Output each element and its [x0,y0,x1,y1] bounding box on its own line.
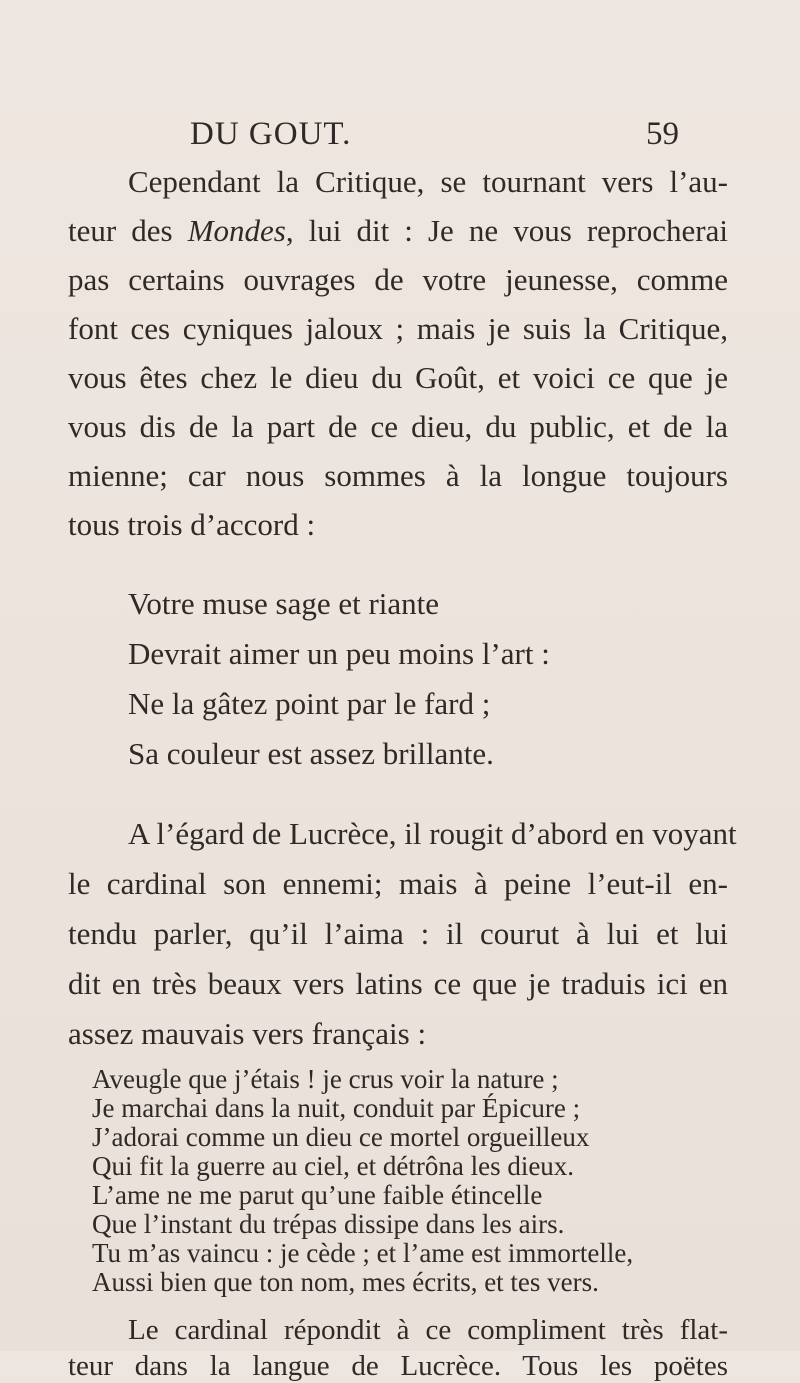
verse2-line-6: Que l’instant du trépas dissipe dans les airs. [92,1209,565,1239]
verse1-line-3: Ne la gâtez point par le fard ; [128,686,491,721]
verse1-line-4: Sa couleur est assez brillante. [128,736,494,771]
para1-line-3: pas certains ouvrages de votre jeunesse, comme [68,262,728,297]
para1-line-7: mienne; car nous sommes à la longue toujours [68,458,728,493]
verse2-line-5: L’ame ne me parut qu’une faible étincelle [92,1180,543,1210]
book-title-mondes: Mondes [187,213,286,248]
para2-line-2: le cardinal son ennemi; mais à peine l’eut-il en- [68,866,728,901]
verse1-line-1: Votre muse sage et riante [128,586,440,621]
verse2-line-3: J’adorai comme un dieu ce mortel orgueilleux [92,1122,590,1152]
para3-line-1: Le cardinal répondit à ce compliment très flat- [128,1314,728,1346]
para2-line-1: A l’égard de Lucrèce, il rougit d’abord en voyant [128,816,737,851]
para1-line-2: teur des Mondes, lui dit : Je ne vous reprocherai [68,213,728,248]
verse2-line-2: Je marchai dans la nuit, conduit par Épicure ; [92,1093,581,1123]
para2-line-3: tendu parler, qu’il l’aima : il courut à lui et lui [68,916,728,951]
verse2-line-1: Aveugle que j’étais ! je crus voir la nature ; [92,1064,559,1094]
page-number: 59 [646,116,679,152]
para1-line-5: vous êtes chez le dieu du Goût, et voici ce que je [68,360,728,395]
verse2-line-4: Qui fit la guerre au ciel, et détrôna les dieux. [92,1151,575,1181]
verse2-line-7: Tu m’as vaincu : je cède ; et l’ame est immortelle, [92,1238,634,1268]
para2-line-4: dit en très beaux vers latins ce que je traduis ici en [68,966,728,1001]
para1-line-4: font ces cyniques jaloux ; mais je suis la Critique, [68,311,728,346]
para1-line-6: vous dis de la part de ce dieu, du public, et de la [68,409,728,444]
para1-line-8: tous trois d’accord : [68,507,316,542]
verse2-line-8: Aussi bien que ton nom, mes écrits, et tes vers. [92,1267,599,1297]
verse1-line-2: Devrait aimer un peu moins l’art : [128,636,550,671]
para1-line-1: Cependant la Critique, se tournant vers l’au- [128,164,728,199]
para3-line-2: teur dans la langue de Lucrèce. Tous les poëtes [68,1350,728,1382]
para2-line-5: assez mauvais vers français : [68,1016,427,1051]
running-head: DU GOUT. [190,116,352,152]
